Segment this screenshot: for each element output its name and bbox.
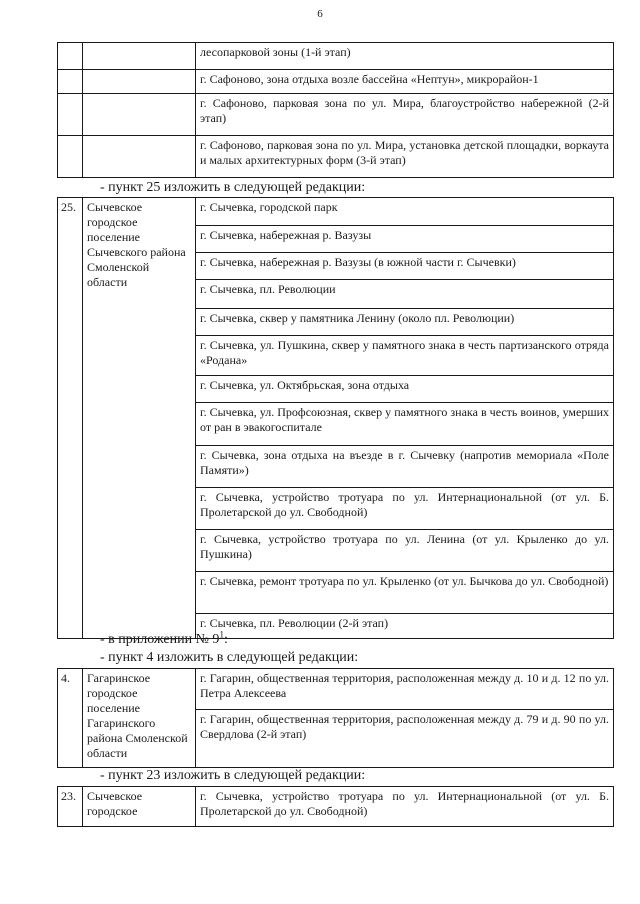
instruction-item-25: - пункт 25 изложить в следующей редакции:: [100, 180, 366, 195]
territory-cell: г. Сафоново, парковая зона по ул. Мира, благоустройство набережной (2-й этап): [196, 94, 614, 136]
territory-cell: г. Сычевка, устройство тротуара по ул. Интернациональной (от ул. Б. Пролетарской до ул. Свободной): [196, 787, 614, 827]
instruction-item-23: - пункт 23 изложить в следующей редакции:: [100, 768, 366, 783]
municipality-name: Гагаринское городское поселение Гагаринского района Смоленской области: [83, 669, 196, 768]
territory-cell: г. Сычевка, набережная р. Вазузы: [196, 226, 614, 253]
territory-cell: г. Сафоново, парковая зона по ул. Мира, установка детской площадки, воркаута и малых архитектурных форм (3-й этап): [196, 136, 614, 178]
number-cell: [58, 70, 83, 94]
municipality-cell: [83, 70, 196, 94]
number-cell: [58, 136, 83, 178]
territory-cell: г. Гагарин, общественная территория, расположенная между д. 10 и д. 12 по ул. Петра Алексеева: [196, 669, 614, 710]
page-number: 6: [317, 8, 323, 20]
municipality-cell: [83, 94, 196, 136]
table-item-25: [57, 197, 614, 639]
territory-cell: г. Сычевка, ул. Профсоюзная, сквер у памятного знака в честь воинов, умерших от ран в эвакогоспитале: [196, 403, 614, 446]
table-row: [58, 787, 614, 827]
territory-cell: г. Сычевка, зона отдыха на въезде в г. Сычевку (напротив мемориала «Поле Памяти»): [196, 446, 614, 488]
territory-cell: г. Сычевка, пл. Революции: [196, 280, 614, 309]
table-row: [58, 198, 614, 226]
appendix-superscript: 1: [219, 629, 224, 640]
table-row: [58, 70, 614, 94]
territory-cell: г. Сычевка, пл. Революции (2-й этап): [196, 614, 614, 639]
table-row: [58, 43, 614, 70]
table-row: [58, 136, 614, 178]
item-number: 25.: [58, 198, 83, 639]
territory-cell: г. Сычевка, набережная р. Вазузы (в южной части г. Сычевки): [196, 253, 614, 280]
municipality-cell: [83, 136, 196, 178]
instruction-appendix: [100, 629, 228, 648]
appendix-text: - в приложении № 9: [100, 632, 220, 647]
territory-cell: г. Сычевка, сквер у памятника Ленину (около пл. Революции): [196, 309, 614, 336]
municipality-name: Сычевское городское поселение Сычевского района Смоленской области: [83, 198, 196, 639]
municipality-name: Сычевское городское: [83, 787, 196, 827]
number-cell: [58, 94, 83, 136]
table-row: [58, 669, 614, 710]
instruction-item-4: - пункт 4 изложить в следующей редакции:: [100, 650, 359, 665]
territory-cell: г. Сычевка, устройство тротуара по ул. Интернациональной (от ул. Б. Пролетарской до ул. Свободной): [196, 488, 614, 530]
territory-cell: г. Сафоново, зона отдыха возле бассейна «Нептун», микрорайон-1: [196, 70, 614, 94]
item-number: 23.: [58, 787, 83, 827]
table-continuation: [57, 42, 614, 178]
table-row: [58, 94, 614, 136]
appendix-suffix: :: [223, 632, 228, 647]
item-number: 4.: [58, 669, 83, 768]
territory-cell: г. Сычевка, ул. Пушкина, сквер у памятного знака в честь партизанского отряда «Родана»: [196, 336, 614, 376]
table-item-23: [57, 786, 614, 827]
territory-cell: г. Гагарин, общественная территория, расположенная между д. 79 и д. 90 по ул. Свердлова (2-й этап): [196, 710, 614, 768]
territory-cell: г. Сычевка, устройство тротуара по ул. Ленина (от ул. Крыленко до ул. Пушкина): [196, 530, 614, 572]
territory-cell: г. Сычевка, городской парк: [196, 198, 614, 226]
municipality-cell: [83, 43, 196, 70]
territory-cell: лесопарковой зоны (1-й этап): [196, 43, 614, 70]
territory-cell: г. Сычевка, ул. Октябрьская, зона отдыха: [196, 376, 614, 403]
number-cell: [58, 43, 83, 70]
table-item-4: [57, 668, 614, 768]
territory-cell: г. Сычевка, ремонт тротуара по ул. Крыленко (от ул. Бычкова до ул. Свободной): [196, 572, 614, 614]
